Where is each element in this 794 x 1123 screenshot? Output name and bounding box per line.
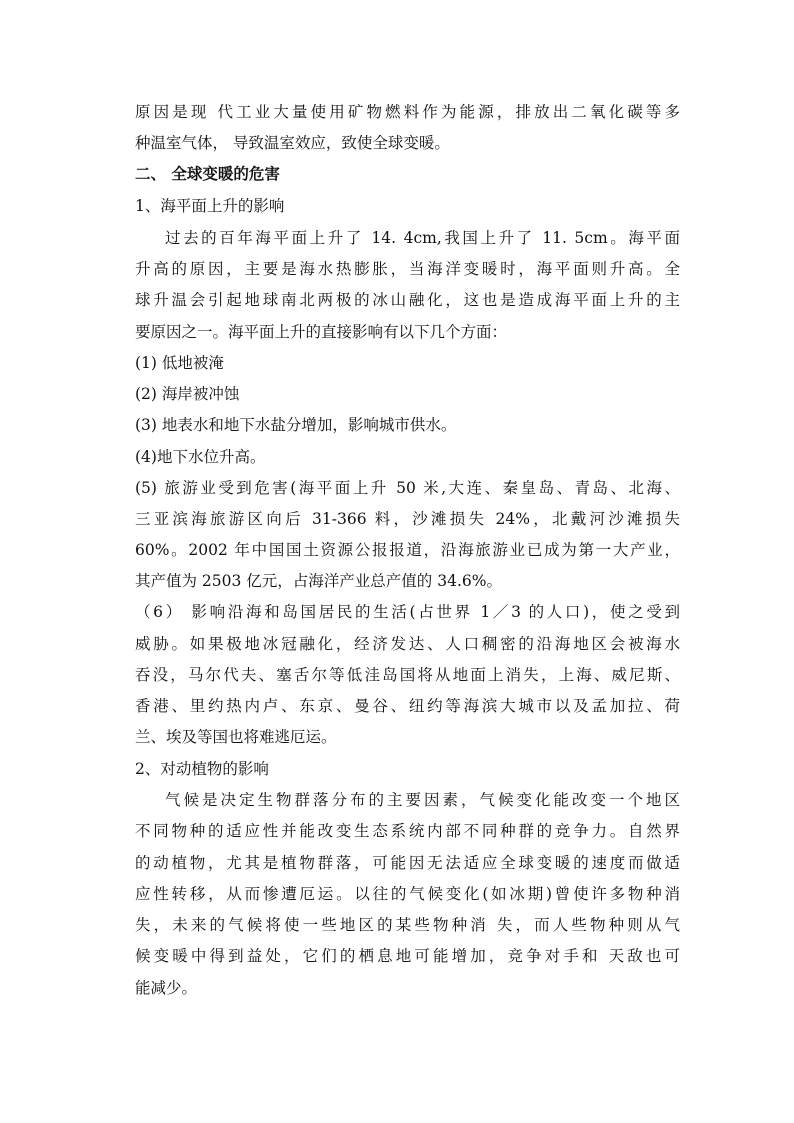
subsection-heading: 1、海平面上升的影响 [135,197,285,215]
paragraph-line: 候变暖中得到益处，它们的栖息地可能增加，竞争对手和 天敌也可 [135,947,680,965]
list-item: (4)地下水位升高。 [135,448,266,466]
list-item-5-line: (5) 旅游业受到危害(海平面上升 50 米,大连、秦皇岛、青岛、北海、 [135,479,680,497]
paragraph-line: 能减少。 [135,979,198,997]
list-item-6-line: 兰、埃及等国也将难逃厄运。 [135,728,337,746]
list-item-6-line: 香港、里约热内卢、东京、曼谷、纽约等海滨大城市以及孟加拉、荷 [135,697,680,715]
list-item-5-line: 60%。2002 年中国国土资源公报报道，沿海旅游业已成为第一大产业， [135,541,680,559]
paragraph-line: 过去的百年海平面上升了 14. 4cm,我国上升了 11. 5cm。海平面 [165,229,680,247]
list-item-5-line: 其产值为 2503 亿元，占海洋产业总产值的 34.6%。 [135,572,502,590]
list-item-5-line: 三亚滨海旅游区向后 31-366 料，沙滩损失 24%，北戴河沙滩损失 [135,510,680,528]
paragraph-line: 要原因之一。海平面上升的直接影响有以下几个方面： [135,323,508,341]
intro-line: 原因是现 代工业大量使用矿物燃料作为能源，排放出二氧化碳等多 [135,103,680,121]
paragraph-line: 气候是决定生物群落分布的主要因素，气候变化能改变一个地区 [165,791,680,809]
intro-line: 种温室气体， 导致温室效应，致使全球变暖。 [135,134,450,152]
paragraph-line: 升高的原因，主要是海水热膨胀，当海洋变暖时，海平面则升高。全 [135,260,680,278]
list-item: (2) 海岸被冲蚀 [135,385,240,403]
list-item: (3) 地表水和地下水盐分增加，影响城市供水。 [135,416,457,434]
section-heading: 二、 全球变暖的危害 [135,165,280,183]
paragraph-line: 失，未来的气候将使一些地区的某些物种消 失，而人些物种则从气 [135,916,680,934]
list-item: (1) 低地被淹 [135,354,224,372]
paragraph-line: 应性转移，从而惨遭厄运。以往的气候变化(如冰期)曾使许多物种消 [135,885,680,903]
paragraph-line: 球升温会引起地球南北两极的冰山融化，这也是造成海平面上升的主 [135,291,680,309]
list-item-6-line: 威胁。如果极地冰冠融化，经济发达、人口稠密的沿海地区会被海水 [135,635,680,653]
subsection-heading: 2、对动植物的影响 [135,760,269,778]
list-item-6-line: 吞没，马尔代夫、塞舌尔等低洼岛国将从地面上消失，上海、威尼斯、 [135,666,680,684]
paragraph-line: 的动植物，尤其是植物群落，可能因无法适应全球变暖的速度而做适 [135,854,680,872]
paragraph-line: 不同物种的适应性并能改变生态系统内部不同种群的竞争力。自然界 [135,822,680,840]
list-item-6-line: （6） 影响沿海和岛国居民的生活(占世界 1／3 的人口)，使之受到 [135,603,680,621]
